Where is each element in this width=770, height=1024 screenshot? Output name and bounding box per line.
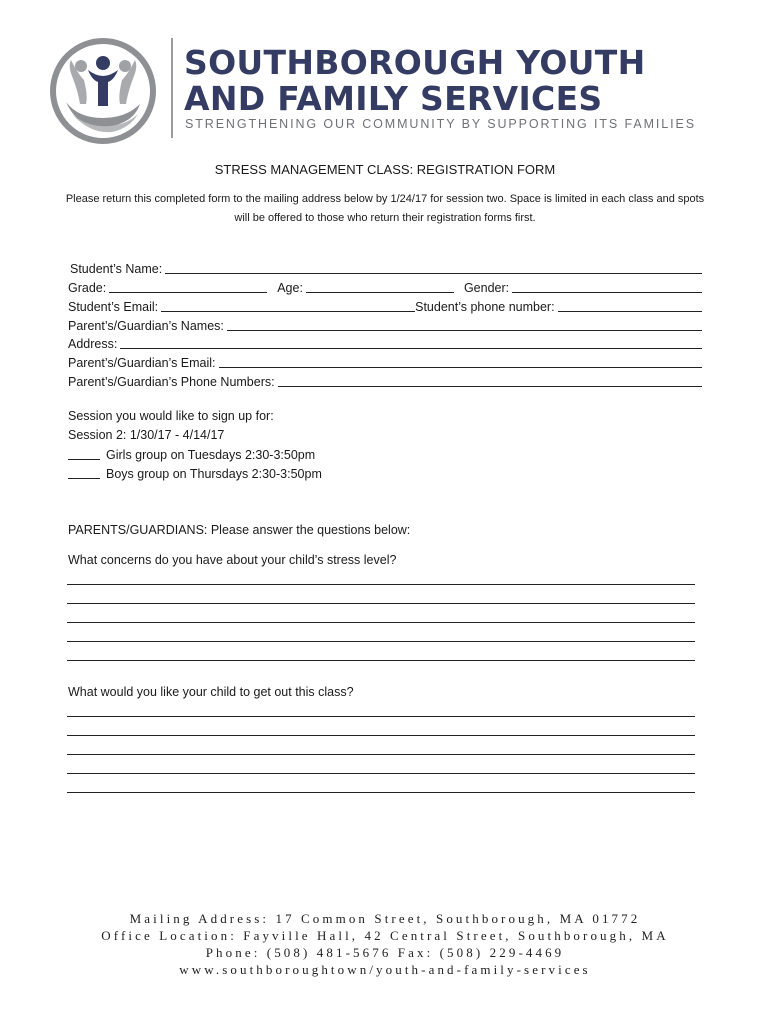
family-hands-logo-icon	[48, 36, 158, 146]
session-prompt: Session you would like to sign up for:	[68, 409, 274, 423]
question-2-answer-line[interactable]	[67, 754, 695, 755]
footer-contact	[0, 910, 770, 978]
address-field[interactable]	[120, 334, 702, 349]
session-name: Session 2: 1/30/17 - 4/14/17	[68, 428, 225, 442]
boys-group-label: Boys group on Thursdays 2:30-3:50pm	[106, 467, 322, 481]
grade-label: Grade:	[68, 281, 107, 295]
parent-phone-label: Parent’s/Guardian’s Phone Numbers:	[68, 375, 275, 389]
logo-divider	[171, 38, 173, 138]
girls-group-checkbox[interactable]	[68, 447, 100, 460]
org-name-line1: SOUTHBOROUGH YOUTH	[184, 43, 646, 82]
age-field[interactable]	[306, 278, 454, 293]
student-name-field[interactable]	[165, 259, 702, 274]
grade-age-gender-row	[68, 277, 702, 295]
gender-label: Gender:	[463, 281, 510, 295]
student-phone-label: Student’s phone number:	[415, 300, 555, 314]
parent-names-field[interactable]	[227, 316, 702, 331]
age-label: Age:	[277, 281, 303, 295]
parent-phone-field[interactable]	[278, 372, 702, 387]
question-1-answer-line[interactable]	[67, 622, 695, 623]
boys-group-checkbox[interactable]	[68, 466, 100, 479]
question-2-answer-line[interactable]	[67, 792, 695, 793]
student-email-field[interactable]	[161, 297, 415, 312]
student-name-row	[68, 258, 702, 276]
form-instructions: Please return this completed form to the mailing address below by 1/24/17 for session two. Space is limited in each class and spots will be offered to those who return their registration forms first.	[65, 193, 705, 224]
org-name-line2: AND FAMILY SERVICES	[184, 79, 603, 118]
address-row	[68, 333, 702, 351]
grade-field[interactable]	[109, 278, 267, 293]
question-2-answer-line[interactable]	[67, 735, 695, 736]
question-2-answer-line[interactable]	[67, 716, 695, 717]
student-name-label: Student’s Name:	[70, 262, 163, 276]
question-2-answer-line[interactable]	[67, 773, 695, 774]
student-email-label: Student’s Email:	[68, 300, 159, 314]
session-option-boys	[68, 466, 322, 481]
question-1-answer-line[interactable]	[67, 603, 695, 604]
org-tagline: STRENGTHENING OUR COMMUNITY BY SUPPORTING ITS FAMILIES	[185, 117, 696, 131]
question-2: What would you like your child to get out this class?	[68, 685, 354, 699]
question-1: What concerns do you have about your child’s stress level?	[68, 553, 397, 567]
questions-intro: PARENTS/GUARDIANS: Please answer the questions below:	[68, 523, 411, 537]
parent-email-row	[68, 352, 702, 370]
footer-phone-fax: Phone: (508) 481-5676 Fax: (508) 229-4469	[205, 945, 565, 960]
girls-group-label: Girls group on Tuesdays 2:30-3:50pm	[106, 448, 316, 462]
parent-phone-row	[68, 371, 702, 389]
parent-email-label: Parent’s/Guardian’s Email:	[68, 356, 216, 370]
parent-email-field[interactable]	[219, 353, 702, 368]
footer-office-location: Office Location: Fayville Hall, 42 Central Street, Southborough, MA	[101, 928, 669, 943]
parent-names-label: Parent’s/Guardian’s Names:	[68, 319, 224, 333]
footer-mailing-address: Mailing Address: 17 Common Street, Southborough, MA 01772	[129, 911, 641, 926]
session-option-girls	[68, 447, 315, 462]
student-phone-field[interactable]	[558, 297, 702, 312]
question-1-answer-line[interactable]	[67, 641, 695, 642]
parent-names-row	[68, 315, 702, 333]
question-1-answer-line[interactable]	[67, 584, 695, 585]
form-title: STRESS MANAGEMENT CLASS: REGISTRATION FORM	[214, 162, 556, 177]
question-1-answer-line[interactable]	[67, 660, 695, 661]
address-label: Address:	[68, 337, 118, 351]
footer-website: www.southboroughtown/youth-and-family-services	[179, 962, 591, 977]
gender-field[interactable]	[512, 278, 702, 293]
student-email-phone-row	[68, 296, 702, 314]
